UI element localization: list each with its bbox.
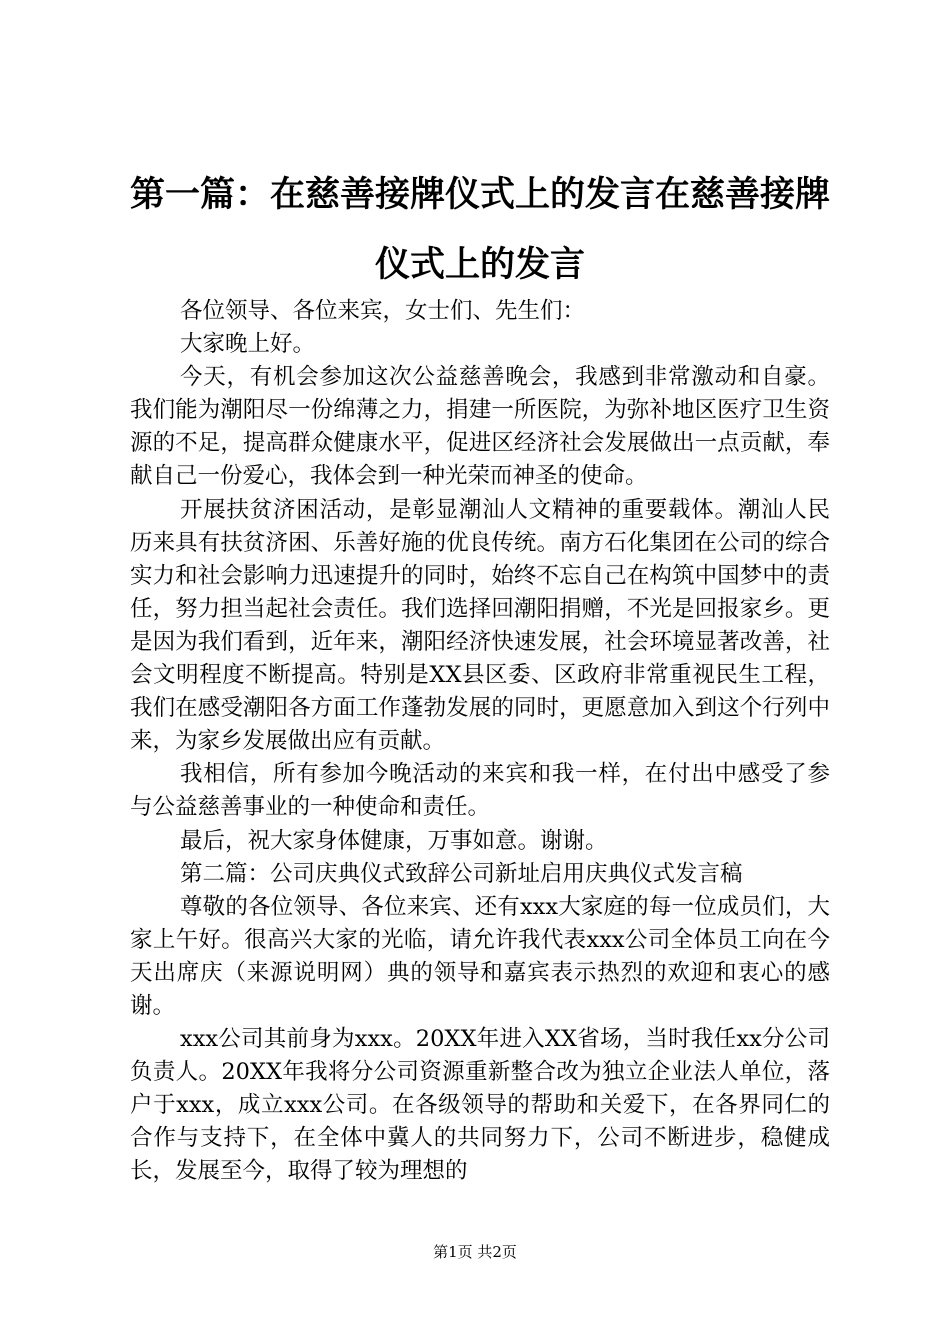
paragraph-greeting: 大家晚上好。 — [180, 331, 316, 358]
document-body — [130, 295, 830, 1189]
paragraph-company-history: xxx公司其前身为xxx。20XX年进入XX省场，当时我任xx分公司负责人。20XX年我将分公司资源重新整合改为独立企业法人单位，落户于xxx，成立xxx公司。在各级领导的帮助和关爱下，在各界同仁的合作与支持下，在全体中冀人的共同努力下，公司不断进步，稳健成长，发展至今，取得了较为理想的 — [130, 1026, 830, 1185]
page-footer: 第1页 共2页 — [433, 1243, 517, 1261]
paragraph-closing: 最后，祝大家身体健康，万事如意。谢谢。 — [180, 827, 608, 854]
paragraph-opening: 今天，有机会参加这次公益慈善晚会，我感到非常激动和自豪。我们能为潮阳尽一份绵薄之力，捐建一所医院，为弥补地区医疗卫生资源的不足，提高群众健康水平，促进区经济社会发展做出一点贡献，奉献自己一份爱心，我体会到一种光荣而神圣的使命。 — [130, 364, 830, 490]
paragraph-salutation: 各位领导、各位来宾，女士们、先生们： — [180, 298, 586, 324]
document-title: 第一篇：在慈善接牌仪式上的发言在慈善接牌仪式上的发言 — [129, 175, 830, 285]
paragraph-belief: 我相信，所有参加今晚活动的来宾和我一样，在付出中感受了参与公益慈善事业的一种使命和责任。 — [130, 761, 830, 821]
section-heading-second: 第二篇：公司庆典仪式致辞公司新址启用庆典仪式发言稿 — [180, 860, 743, 887]
paragraph-charity: 开展扶贫济困活动，是彰显潮汕人文精神的重要载体。潮汕人民历来具有扶贫济困、乐善好施的优良传统。南方石化集团在公司的综合实力和社会影响力迅速提升的同时，始终不忘自己在构筑中国梦中的责任，努力担当起社会责任。我们选择回潮阳捐赠，不光是回报家乡。更是因为我们看到，近年来，潮阳经济快速发展，社会环境显著改善，社会文明程度不断提高。特别是XX县区委、区政府非常重视民生工程，我们在感受潮阳各方面工作蓬勃发展的同时，更愿意加入到这个行列中来，为家乡发展做出应有贡献。 — [130, 496, 830, 755]
paragraph-welcome: 尊敬的各位领导、各位来宾、还有xxx大家庭的每一位成员们，大家上午好。很高兴大家的光临，请允许我代表xxx公司全体员工向在今天出席庆（来源说明网）典的领导和嘉宾表示热烈的欢迎和衷心的感谢。 — [130, 893, 830, 1019]
